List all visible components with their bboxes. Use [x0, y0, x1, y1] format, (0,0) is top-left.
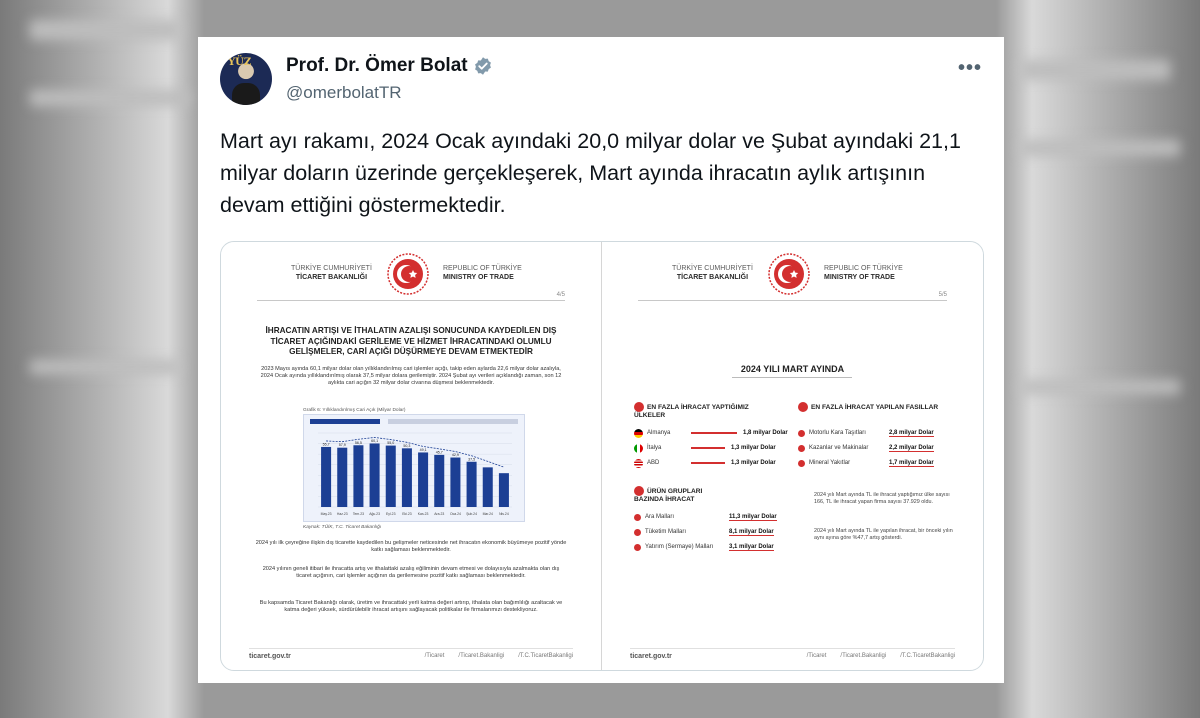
chart-tick-label: Nis.24 [499, 512, 509, 516]
paragraph-1: 2023 Mayıs ayında 60,1 milyar dolar olan yıllıklandırılmış cari işlemler açığı, takip eden aylarda 22,6 milyar dolar azalıyla, 2024 Ocak ayında yıllıklandırılmış olarak 37,5 milyar dolara gerilemiştir. 2024 Şubat ayı verileri açıklandığı zaman, son 12 aylıkta cari açığın 32 milyar dolar civarına düşmesi beklenmektedir. [260, 366, 562, 387]
chart-tick-label: Şub.24 [466, 512, 477, 516]
document-page-4 [221, 242, 602, 670]
groups-heading-text: ÜRÜN GRUPLARI BAZINDA İHRACAT [634, 487, 703, 503]
tweet-media[interactable] [220, 241, 984, 671]
countries-heading [634, 402, 774, 420]
org-name-tr [291, 264, 372, 282]
paragraph-4: Bu kapsamda Ticaret Bakanlığı olarak, üretim ve ihracattaki yerli katma değeri artırıp, ithalata olan bağımlılığı azaltacak ve katma değeri yüksek, sürdürülebilir ihracat artışını sağlayacak politikalar ile firmalarımızı destekliyoruz. [259, 600, 563, 614]
chart-bar [402, 448, 412, 507]
chart-data-label: 49,1 [419, 447, 427, 452]
chart-bar [450, 458, 460, 507]
chart-bar [370, 443, 380, 507]
page-header [602, 250, 983, 296]
chart-bar [499, 473, 509, 507]
tweet-header [220, 53, 493, 105]
sectors-heading-text: EN FAZLA İHRACAT YAPILAN FASILLAR [811, 403, 939, 411]
paragraph-2: 2024 yılı ilk çeyreğine ilişkin dış ticarette kaydedilen bu gelişmeler neticesinde net ihracatın ekonomik büyümeye pozitif yönde katkı sağlaması beklenmektedir. [255, 540, 567, 554]
car-icon [798, 430, 805, 437]
more-options-icon[interactable]: ••• [957, 57, 982, 79]
chart-tick-label: Ağu.23 [369, 512, 380, 516]
chart-bar [353, 445, 363, 507]
group-row-1 [634, 512, 777, 522]
chart-tick-label: May.23 [320, 512, 332, 516]
ministry-logo-icon [386, 252, 430, 296]
sectors-heading [798, 402, 948, 412]
chart-data-label: 60,1 [371, 438, 379, 443]
org-en-line1: REPUBLIC OF TÜRKİYE [443, 265, 522, 272]
chart-tick-label: Oca.24 [449, 512, 461, 516]
title-underline [732, 377, 852, 378]
country-value: 1,8 milyar Dolar [743, 430, 788, 436]
group-row-2 [634, 527, 774, 537]
country-name: Almanya [647, 430, 671, 436]
org-tr-line1: TÜRKİYE CUMHURİYETİ [291, 265, 372, 272]
footer-social [807, 653, 955, 662]
group-value: 3,1 milyar Dolar [729, 543, 774, 550]
chart-caption: Grafik 6: Yıllıklandırılmış Cari Açık (Milyar Dolar) [303, 408, 406, 413]
avatar-figure [232, 83, 260, 105]
sector-value: 1,7 milyar Dolar [889, 459, 934, 466]
author-name[interactable]: Prof. Dr. Ömer Bolat [286, 55, 468, 76]
footer-x: /Ticaret [806, 653, 827, 659]
group-row-3 [634, 542, 774, 552]
country-row-3 [634, 458, 776, 468]
header-divider [257, 300, 565, 301]
current-account-chart [303, 414, 525, 522]
chart-data-label: 55,7 [322, 442, 330, 447]
germany-flag-icon [634, 429, 643, 438]
sector-value: 2,2 milyar Dolar [889, 444, 934, 451]
ministry-logo-icon [767, 252, 811, 296]
chart-data-label: 45,7 [435, 450, 443, 455]
globe-icon [634, 402, 644, 412]
footer-x: /Ticaret [424, 653, 445, 659]
sector-name: Motorlu Kara Taşıtları [809, 430, 866, 436]
gear-icon [798, 445, 805, 452]
groups-heading [634, 486, 714, 504]
org-en-line2: MINISTRY OF TRADE [443, 274, 514, 281]
sector-name: Kazanlar ve Makinalar [809, 445, 869, 451]
tweet-text: Mart ayı rakamı, 2024 Ocak ayındaki 20,0 milyar dolar ve Şubat ayındaki 21,1 milyar doların üzerinde gerçekleşerek, Mart ayında ihracatın aylık artışının devam ettiğini göstermektedir. [220, 129, 961, 217]
chart-tick-label: Ara.23 [434, 512, 445, 516]
page-title: 2024 YILI MART AYINDA [740, 364, 845, 374]
org-en-line1: REPUBLIC OF TÜRKİYE [824, 265, 903, 272]
footer-site: ticaret.gov.tr [630, 653, 672, 660]
chart-svg [304, 415, 526, 523]
footer-facebook: /T.C.TicaretBakanligi [900, 653, 955, 659]
tweet-card [198, 37, 1004, 683]
chart-bar [418, 452, 428, 507]
page-footer [630, 648, 955, 662]
italy-flag-icon [634, 444, 643, 453]
factory-icon [798, 402, 808, 412]
box-icon [634, 514, 641, 521]
countries-heading-text: EN FAZLA İHRACAT YAPTIĞIMIZ ÜLKELER [634, 403, 749, 419]
chart-bar [337, 448, 347, 507]
org-en-line2: MINISTRY OF TRADE [824, 274, 895, 281]
chart-data-label: 55,0 [387, 441, 395, 446]
drop-icon [798, 460, 805, 467]
country-value: 1,3 milyar Dolar [731, 460, 776, 466]
avatar[interactable] [220, 53, 272, 105]
sector-row-3 [798, 458, 934, 468]
country-row-2 [634, 443, 776, 453]
org-name-tr [672, 264, 753, 282]
name-row [286, 55, 493, 77]
chart-legend-swatch-2 [388, 419, 518, 424]
verified-badge-icon [473, 56, 493, 76]
chart-data-label: 56,5 [354, 440, 362, 445]
paragraph-3: 2024 yılının geneli itibari ile ihracatta artış ve ithalattaki azalış eğiliminin devam etmesi ve dolayısıyla azalmakta olan dış ticaret açığının, cari işlemler açığının da gerilemesine pozitif katkı sağlaması beklenmektedir. [262, 566, 560, 580]
chart-source: Kaynak: TÜİK, T.C. Ticaret Bakanlığı [303, 525, 382, 530]
footer-instagram: /Ticaret.Bakanligi [458, 653, 505, 659]
country-row-1 [634, 428, 788, 438]
chart-bar [434, 455, 444, 507]
country-bar [691, 462, 725, 464]
group-name: Ara Malları [645, 514, 675, 520]
org-name-en [443, 264, 522, 282]
org-tr-line2: TİCARET BAKANLIĞI [295, 274, 368, 281]
tl-export-note-1: 2024 yılı Mart ayında TL ile ihracat yaptığımız ülke sayısı 166, TL ile ihracat yapan firma sayısı 37.929 oldu. [814, 492, 950, 505]
group-value: 11,3 milyar Dolar [729, 513, 777, 520]
chart-bar [386, 446, 396, 507]
chart-bar [321, 447, 331, 507]
chart-tick-label: Mar.24 [482, 512, 493, 516]
avatar-text: YÜZ [228, 57, 252, 68]
chart-tick-label: Haz.23 [336, 512, 348, 516]
sector-name: Mineral Yakıtlar [809, 460, 851, 466]
chart-tick-label: Tem.23 [352, 512, 364, 516]
footer-instagram: /Ticaret.Bakanligi [840, 653, 887, 659]
group-name: Tüketim Malları [645, 529, 687, 535]
country-name: İtalya [647, 445, 662, 451]
footer-facebook: /T.C.TicaretBakanligi [518, 653, 573, 659]
box-icon [634, 486, 644, 496]
cart-icon [634, 529, 641, 536]
chart-bar [467, 462, 477, 507]
org-tr-line2: TİCARET BAKANLIĞI [676, 274, 749, 281]
chart-tick-label: Eki.23 [402, 512, 412, 516]
group-value: 8,1 milyar Dolar [729, 528, 774, 535]
page-number: 4/5 [556, 292, 565, 298]
chart-data-label: 57,9 [338, 443, 346, 448]
page-number: 5/5 [938, 292, 947, 298]
org-tr-line1: TÜRKİYE CUMHURİYETİ [672, 265, 753, 272]
chart-data-label: 42,9 [451, 453, 459, 458]
country-bar [691, 447, 725, 449]
usa-flag-icon [634, 459, 643, 468]
chart-tick-label: Eyl.23 [386, 512, 396, 516]
footer-site: ticaret.gov.tr [249, 653, 291, 660]
crane-icon [634, 544, 641, 551]
country-value: 1,3 milyar Dolar [731, 445, 776, 451]
chart-data-label: 50,3 [403, 443, 411, 448]
page-footer [249, 648, 573, 662]
header-divider [638, 300, 947, 301]
author-handle[interactable]: @omerbolatTR [286, 83, 402, 102]
page-heading: İHRACATIN ARTIŞI VE İTHALATIN AZALIŞI SONUCUNDA KAYDEDİLEN DIŞ TİCARET AÇIĞINDAKİ GERİLEME VE HİZMET İHRACATINDAKİ OLUMLU GELİŞMELER, CARİ AÇIĞI DÜŞÜRMEYE DEVAM ETMEKTEDİR [265, 326, 557, 356]
sector-value: 2,8 milyar Dolar [889, 429, 934, 436]
chart-data-label: 37,5 [468, 457, 476, 462]
country-name: ABD [647, 460, 660, 466]
group-name: Yatırım (Sermaye) Malları [645, 544, 714, 550]
chart-tick-label: Kas.23 [417, 512, 429, 516]
chart-trend-line [326, 437, 504, 467]
author-block [286, 55, 493, 103]
tl-export-note-2: 2024 yılı Mart ayında TL ile yapılan ihracat, bir önceki yılın aynı ayına göre %47,7 artış gösterdi. [814, 528, 953, 541]
sector-row-1 [798, 428, 934, 438]
sector-row-2 [798, 443, 934, 453]
document-page-5 [602, 242, 983, 670]
country-bar [691, 432, 737, 434]
page-header [221, 250, 601, 296]
chart-bar [483, 467, 493, 507]
footer-social [425, 653, 573, 662]
org-name-en [824, 264, 903, 282]
chart-legend-swatch [310, 419, 380, 424]
